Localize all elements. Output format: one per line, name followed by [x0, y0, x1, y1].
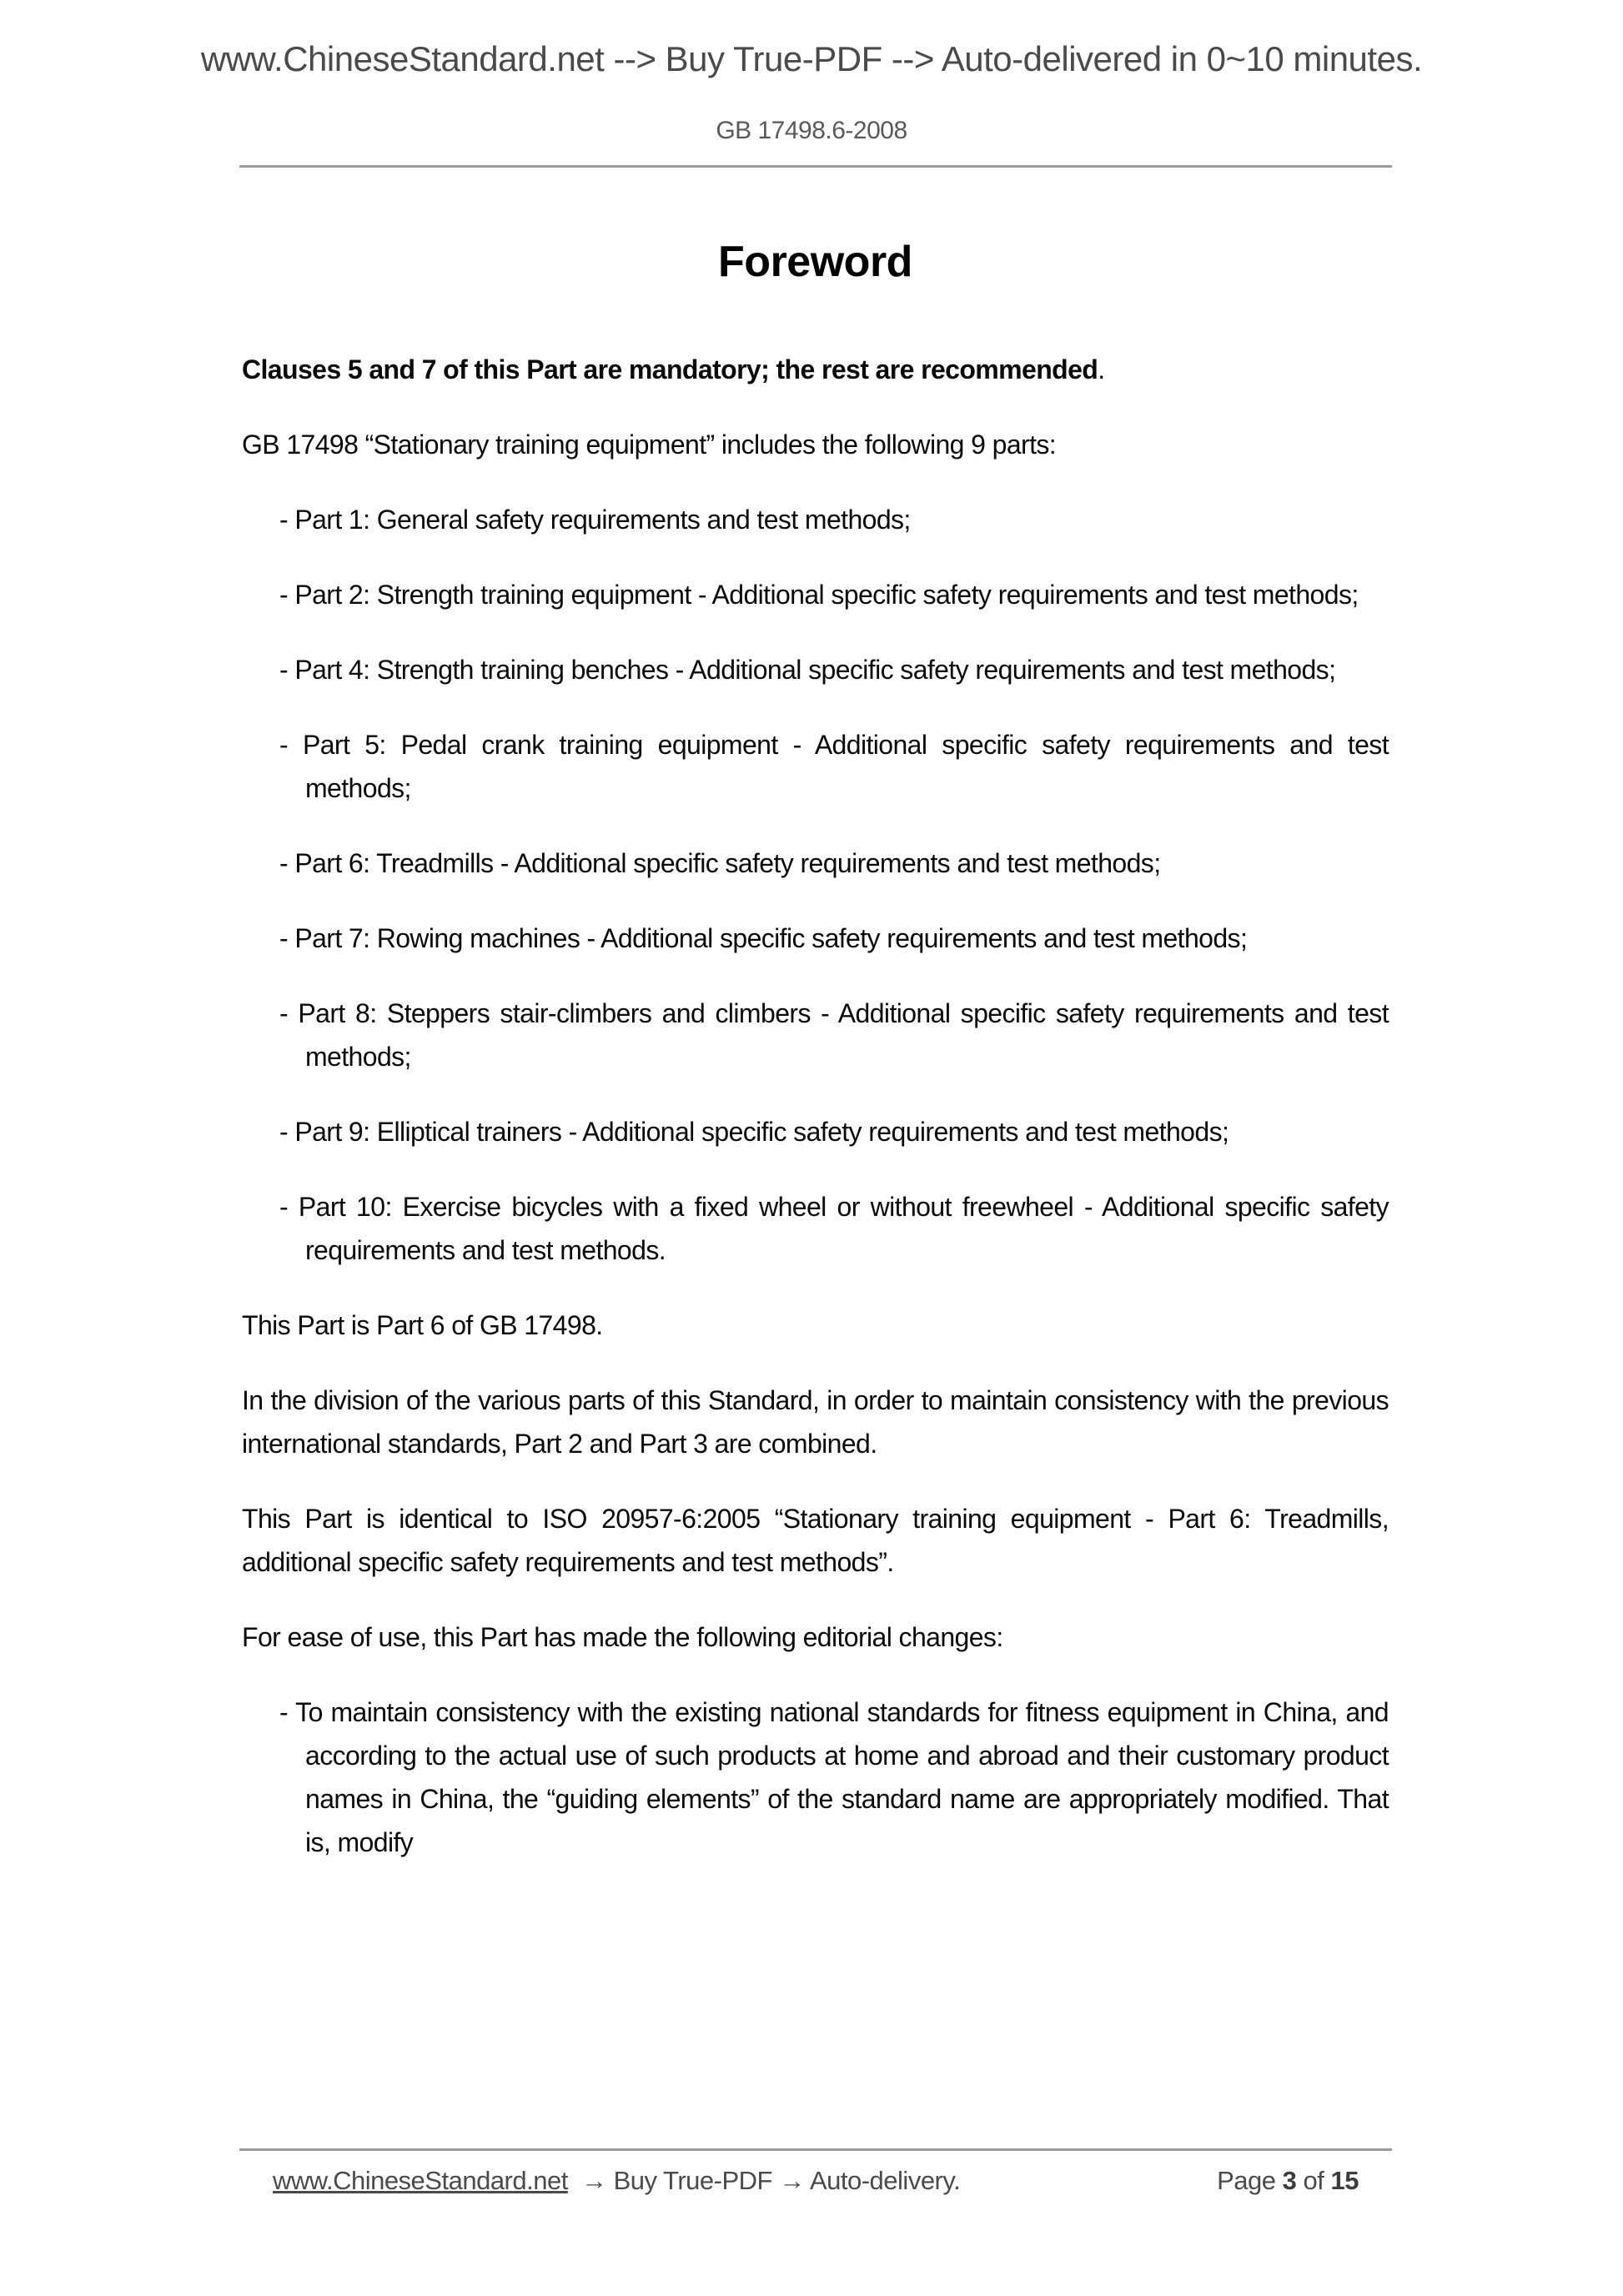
- part-list-item: - Part 4: Strength training benches - Additional specific safety requirements and test methods;: [279, 655, 1336, 686]
- body-paragraph: This Part is identical to ISO 20957-6:2005 “Stationary training equipment - Part 6: Treadmills, additional specific safety requirements and test methods”.: [242, 1504, 1389, 1578]
- footer-row: [239, 2151, 1392, 2196]
- part-list-item: - Part 10: Exercise bicycles with a fixed wheel or without freewheel - Additional specific safety requirements and test methods.: [279, 1192, 1389, 1266]
- body-paragraph: For ease of use, this Part has made the following editorial changes:: [242, 1622, 1003, 1653]
- page-current: 3: [1282, 2166, 1297, 2195]
- page-footer: [239, 2148, 1392, 2196]
- footer-tagline: → Buy True-PDF → Auto-delivery.: [580, 2166, 961, 2195]
- page-title: Foreword: [718, 238, 912, 286]
- part-list-item: - Part 9: Elliptical trainers - Additional specific safety requirements and test methods;: [279, 1117, 1229, 1148]
- mandatory-clause: [242, 348, 1389, 391]
- page-indicator: [1217, 2166, 1359, 2196]
- footer-left: [273, 2166, 960, 2196]
- part-list-item: - Part 8: Steppers stair-climbers and climbers - Additional specific safety requirements and test methods;: [279, 998, 1389, 1073]
- footer-site-link[interactable]: www.ChineseStandard.net: [273, 2166, 568, 2195]
- body-paragraph: This Part is Part 6 of GB 17498.: [242, 1310, 603, 1341]
- page-total: 15: [1330, 2166, 1359, 2195]
- part-list-item: - Part 1: General safety requirements and test methods;: [279, 505, 911, 535]
- page-label: Page: [1217, 2166, 1276, 2195]
- part-list-item: - Part 5: Pedal crank training equipment - Additional specific safety requirements and test methods;: [279, 730, 1389, 804]
- header-divider: [239, 165, 1392, 168]
- part-list-item: - Part 2: Strength training equipment - Additional specific safety requirements and test methods;: [279, 580, 1359, 610]
- mandatory-clause-tail: .: [1098, 354, 1105, 385]
- doc-number: GB 17498.6-2008: [716, 117, 907, 145]
- part-list-item: - Part 7: Rowing machines - Additional specific safety requirements and test methods;: [279, 923, 1248, 954]
- part-list-item: - Part 6: Treadmills - Additional specific safety requirements and test methods;: [279, 848, 1161, 879]
- body-paragraph: In the division of the various parts of this Standard, in order to maintain consistency with the previous international standards, Part 2 and Part 3 are combined.: [242, 1385, 1389, 1459]
- document-content: [242, 213, 1389, 1896]
- editorial-change-item: - To maintain consistency with the existing national standards for fitness equipment in China, and according to the actual use of such products at home and abroad and their customary product names in China, the “guiding elements” of the standard name are appropriately modified. That is, modify: [279, 1697, 1389, 1858]
- intro-paragraph: GB 17498 “Stationary training equipment” includes the following 9 parts:: [242, 430, 1057, 460]
- of-label: of: [1303, 2166, 1324, 2195]
- promo-banner: www.ChineseStandard.net --> Buy True-PDF --> Auto-delivered in 0~10 minutes.: [200, 39, 1423, 78]
- mandatory-clause-bold: Clauses 5 and 7 of this Part are mandatory; the rest are recommended: [242, 354, 1098, 385]
- body-text: [242, 348, 1389, 1864]
